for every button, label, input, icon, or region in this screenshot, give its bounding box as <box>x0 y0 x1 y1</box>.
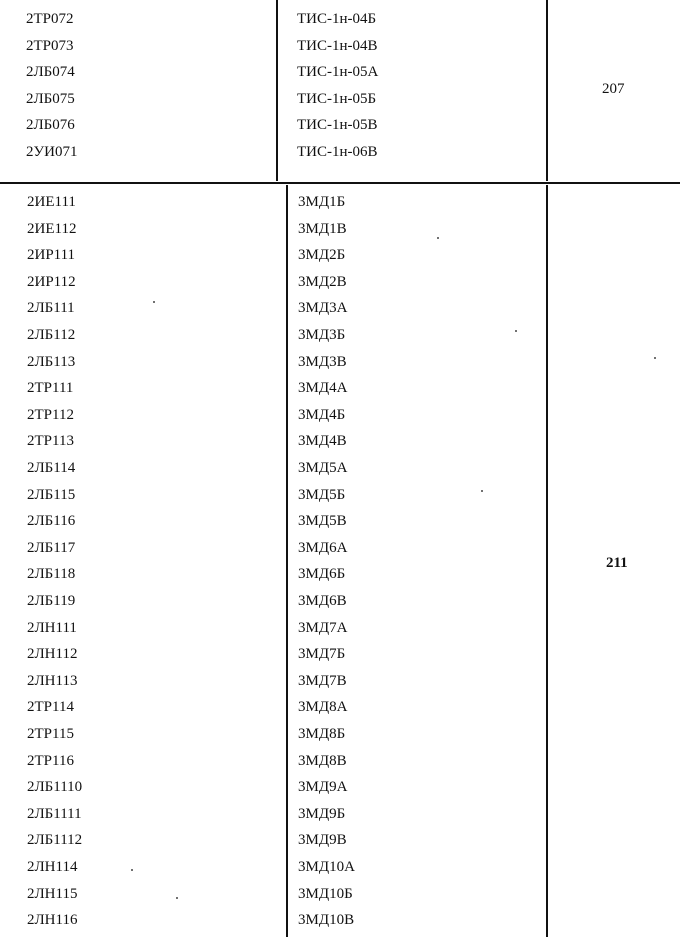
scan-speck <box>437 237 439 239</box>
column-divider <box>286 185 288 937</box>
type-designation: 3МД9Б <box>298 805 346 822</box>
type-designation: 3МД4Б <box>298 406 346 423</box>
type-designation: 3МД3В <box>298 353 347 370</box>
type-designation: 3МД7Б <box>298 646 346 663</box>
section-divider <box>0 182 680 184</box>
designation-code: 2ЛН113 <box>27 672 78 689</box>
type-designation: 3МД4А <box>298 380 348 397</box>
type-designation: ТИС-1н-06В <box>297 144 378 160</box>
column-divider <box>546 185 548 937</box>
type-designation: 3МД3А <box>298 300 348 317</box>
type-designation: 3МД1В <box>298 220 347 237</box>
designation-code: 2ЛБ113 <box>27 353 76 370</box>
designation-code: 2ИЕ111 <box>27 194 76 210</box>
designation-code: 2ЛБ112 <box>27 327 76 343</box>
designation-code: 2ТР115 <box>27 726 74 742</box>
designation-code: 2ЛБ111 <box>27 300 75 317</box>
designation-code: 2ЛБ119 <box>27 593 76 609</box>
type-designation: 3МД10В <box>298 912 355 929</box>
designation-code: 2ЛБ1110 <box>27 779 83 796</box>
scan-speck <box>176 897 178 899</box>
designation-code: 2ТР072 <box>26 11 74 27</box>
designation-code: 2ЛБ114 <box>27 460 76 476</box>
designation-code: 2ЛБ116 <box>27 513 76 530</box>
type-designation: 3МД5В <box>298 513 347 530</box>
designation-code: 2ЛН112 <box>27 646 78 663</box>
designation-code: 2ИР112 <box>27 273 76 290</box>
designation-code: 2ЛН111 <box>27 619 77 636</box>
scan-speck <box>153 301 155 303</box>
type-designation: ТИС-1н-05А <box>297 64 379 81</box>
column-divider <box>546 0 548 181</box>
scan-speck <box>515 330 517 332</box>
type-designation: 3МД1Б <box>298 194 346 210</box>
type-designation: 3МД6А <box>298 539 348 556</box>
column-divider <box>276 0 278 181</box>
designation-code: 2ЛБ074 <box>26 64 75 81</box>
designation-code: 2ИЕ112 <box>27 220 77 237</box>
designation-code: 2ЛБ076 <box>26 117 75 134</box>
type-designation: 3МД5А <box>298 460 348 476</box>
scan-speck <box>654 357 656 359</box>
type-designation: 3МД6Б <box>298 566 346 583</box>
designation-code: 2ЛН116 <box>27 912 78 929</box>
designation-code: 2ИР111 <box>27 247 76 264</box>
type-designation: 3МД9В <box>298 832 347 849</box>
type-designation: 3МД8А <box>298 699 348 716</box>
type-designation: 3МД8Б <box>298 726 346 742</box>
designation-code: 2ТР073 <box>26 37 74 54</box>
type-designation: ТИС-1н-04В <box>297 37 378 54</box>
type-designation: 3МД7А <box>298 619 348 636</box>
type-designation: 3МД5Б <box>298 486 346 503</box>
type-designation: 3МД9А <box>298 779 348 796</box>
scan-speck <box>131 869 133 871</box>
designation-code: 2ЛБ1112 <box>27 832 83 849</box>
designation-code: 2ТР113 <box>27 433 74 450</box>
designation-code: 2ЛБ117 <box>27 539 76 556</box>
designation-code: 2УИ071 <box>26 144 78 160</box>
designation-code: 2ТР114 <box>27 699 74 716</box>
page-reference: 211 <box>606 555 628 571</box>
designation-code: 2ЛБ118 <box>27 566 76 583</box>
designation-code: 2ЛБ075 <box>26 90 75 107</box>
scan-speck <box>481 490 483 492</box>
designation-code: 2ТР116 <box>27 752 74 769</box>
type-designation: 3МД4В <box>298 433 347 450</box>
type-designation: 3МД8В <box>298 752 347 769</box>
designation-code: 2ЛН115 <box>27 885 78 902</box>
designation-code: 2ТР112 <box>27 406 74 423</box>
type-designation: 3МД2В <box>298 273 347 290</box>
type-designation: ТИС-1н-05Б <box>297 90 377 107</box>
type-designation: 3МД10Б <box>298 885 353 902</box>
type-designation: 3МД7В <box>298 672 347 689</box>
type-designation: ТИС-1н-05В <box>297 117 378 134</box>
type-designation: 3МД6В <box>298 593 347 609</box>
type-designation: 3МД3Б <box>298 327 346 343</box>
page-reference: 207 <box>602 81 625 97</box>
type-designation: 3МД10А <box>298 859 355 875</box>
designation-code: 2ЛН114 <box>27 859 78 875</box>
designation-code: 2ЛБ115 <box>27 486 76 503</box>
type-designation: 3МД2Б <box>298 247 346 264</box>
designation-code: 2ЛБ1111 <box>27 805 82 822</box>
designation-code: 2ТР111 <box>27 380 74 397</box>
type-designation: ТИС-1н-04Б <box>297 11 377 27</box>
